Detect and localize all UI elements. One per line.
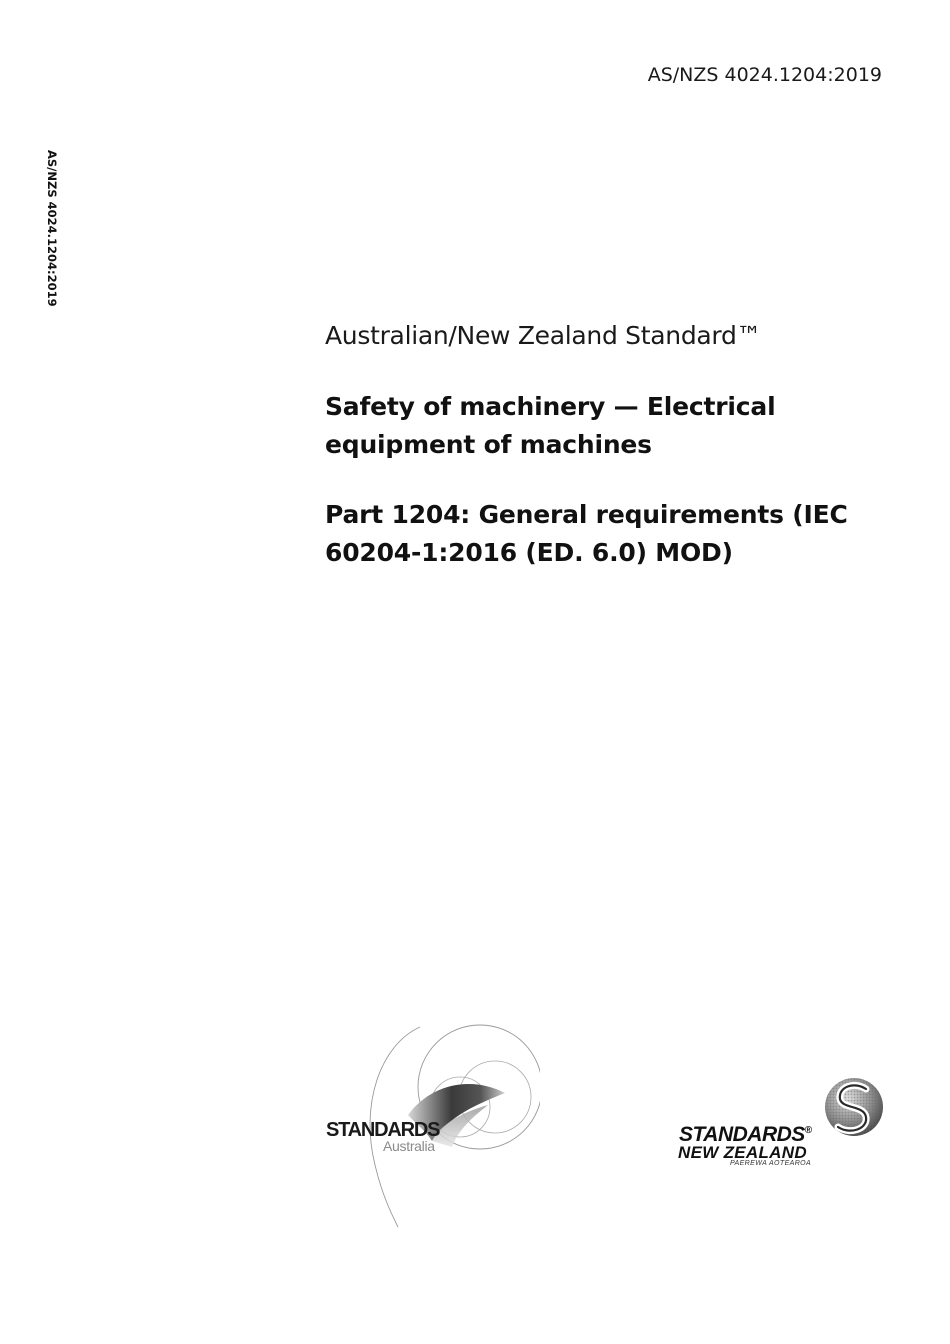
- standards-nz-word1-text: STANDARDS: [679, 1123, 805, 1146]
- doc-number-top: AS/NZS 4024.1204:2019: [647, 64, 882, 86]
- registered-mark: ®: [804, 1125, 812, 1136]
- standards-nz-word3: PAEREWA AOTEAROA: [730, 1160, 812, 1167]
- standards-australia-word: STANDARDS: [326, 1119, 440, 1141]
- standards-australia-logo: [320, 1015, 540, 1235]
- title-block: [325, 318, 885, 572]
- main-title: Safety of machinery — Electrical equipment of machines: [325, 392, 776, 459]
- standards-nz-emblem-icon: [820, 1075, 890, 1145]
- standards-nz-logo: [675, 1075, 890, 1175]
- spine-doc-number: [42, 150, 62, 320]
- standard-subtitle: Australian/New Zealand Standard™: [325, 321, 762, 350]
- spine-text: AS/NZS 4024.1204:2019: [45, 150, 59, 307]
- standards-australia-sub: Australia: [383, 1138, 435, 1154]
- part-title: Part 1204: General requirements (IEC 60204-1:2016 (ED. 6.0) MOD): [325, 500, 848, 567]
- standards-nz-word2: NEW ZEALAND: [678, 1143, 807, 1162]
